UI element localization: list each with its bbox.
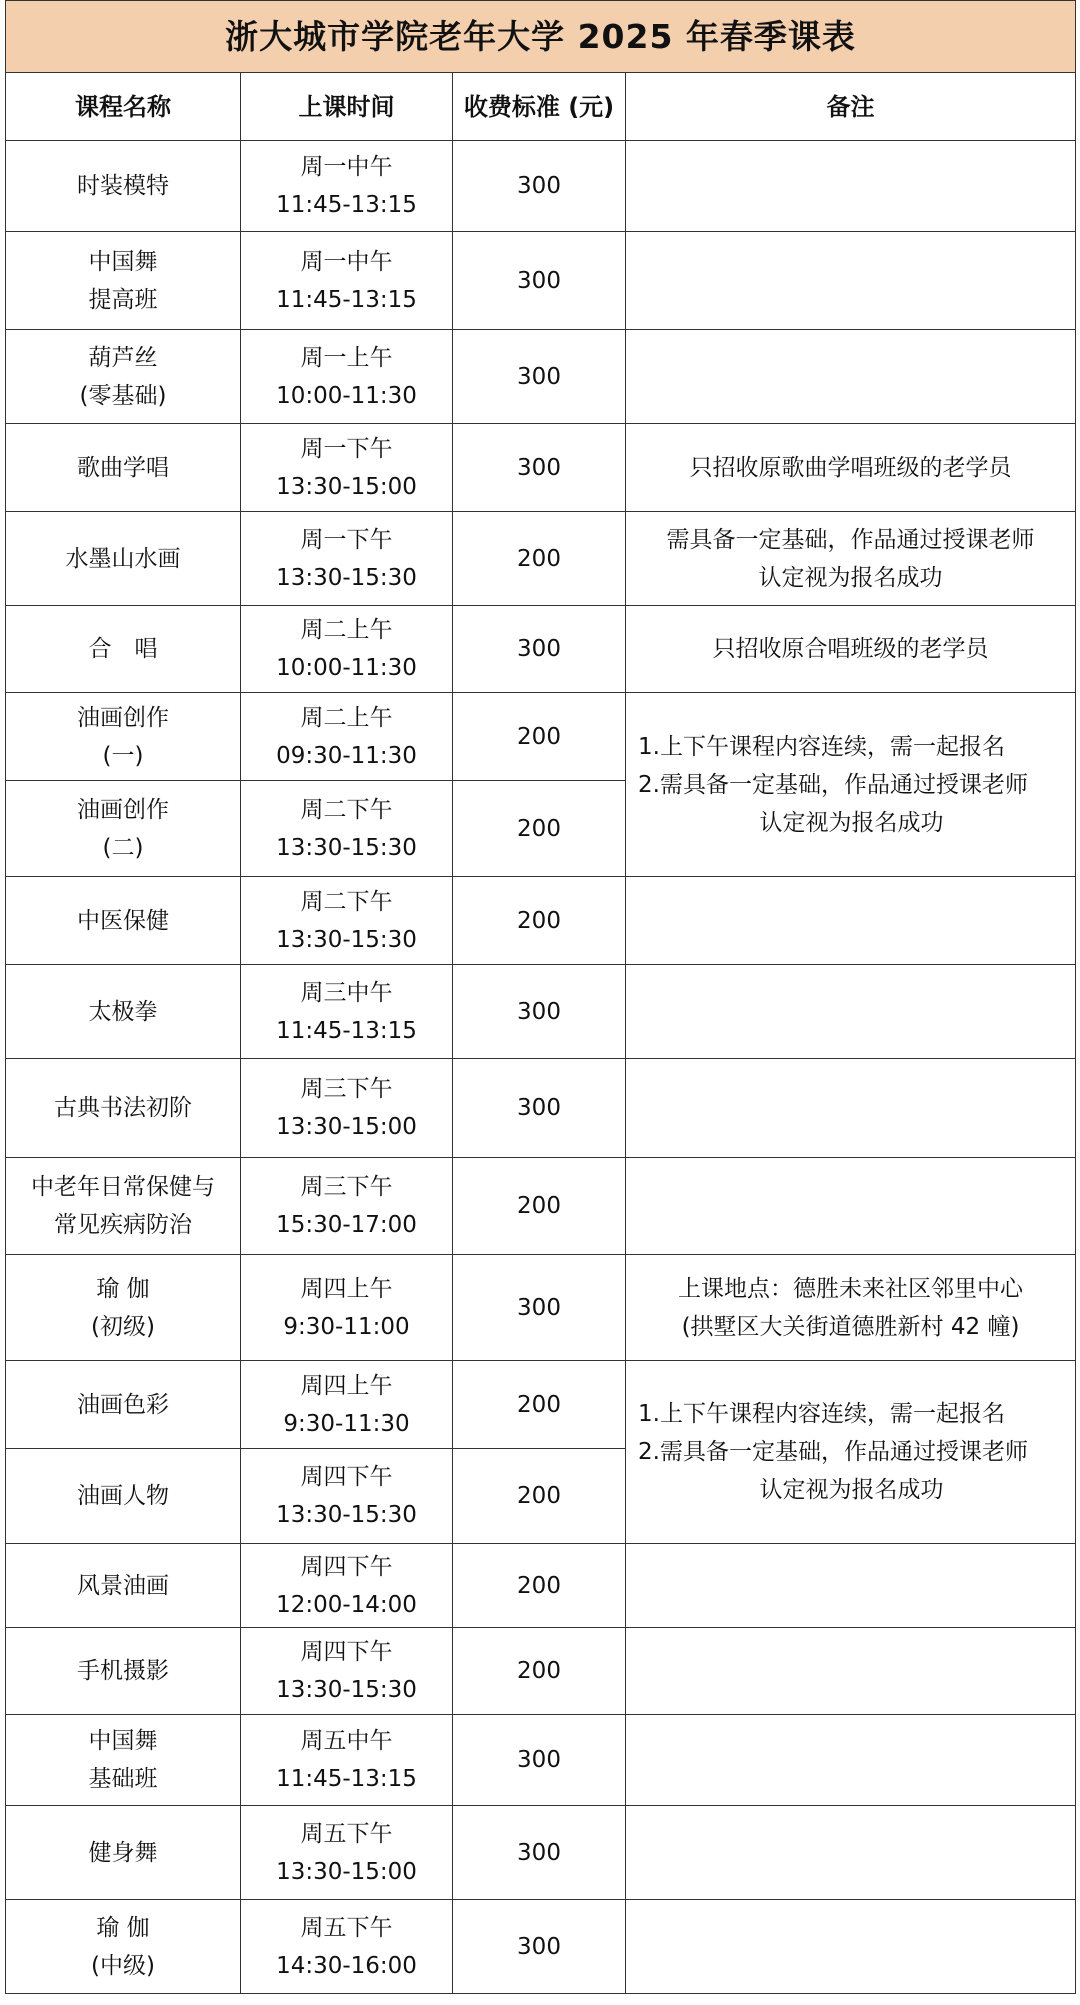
course-name-line: 瑜 伽 (96, 1275, 150, 1302)
note-cell (626, 424, 1076, 512)
table-row (6, 1158, 1076, 1255)
note-cell-empty (626, 877, 1076, 965)
class-time-cell (241, 424, 453, 512)
note-cell-empty (626, 1059, 1076, 1158)
course-name-line: 提高班 (88, 286, 158, 313)
course-name-line: 手机摄影 (77, 1658, 169, 1684)
note-cell (626, 512, 1076, 606)
fee-cell: 300 (453, 965, 626, 1059)
class-time-cell (241, 1544, 453, 1628)
class-hours: 13:30-15:30 (276, 834, 417, 861)
class-hours: 13:30-15:00 (276, 1114, 417, 1140)
class-hours: 12:00-14:00 (276, 1591, 417, 1618)
course-name-line: 水墨山水画 (65, 545, 181, 572)
course-name-cell (6, 1806, 241, 1900)
class-time-cell (241, 693, 453, 781)
class-hours: 11:45-13:15 (276, 192, 417, 218)
fee-cell: 300 (453, 1715, 626, 1806)
class-day: 周二上午 (300, 617, 393, 643)
schedule-page (5, 0, 1075, 1994)
class-hours: 9:30-11:30 (283, 1410, 410, 1437)
fee-cell: 200 (453, 693, 626, 781)
note-line: 2.需具备一定基础，作品通过授课老师 (638, 771, 1028, 798)
table-row (6, 606, 1076, 693)
course-name-line: 油画创作 (77, 796, 169, 823)
class-time-cell (241, 965, 453, 1059)
note-line: 2.需具备一定基础，作品通过授课老师 (638, 1439, 1028, 1465)
table-row (6, 512, 1076, 606)
note-cell (626, 1361, 1076, 1544)
course-name-line: 油画创作 (77, 704, 169, 731)
fee-cell: 300 (453, 1059, 626, 1158)
class-time-cell (241, 232, 453, 330)
schedule-table (5, 0, 1076, 1994)
note-line: 只招收原歌曲学唱班级的老学员 (689, 454, 1012, 481)
class-hours: 14:30-16:00 (276, 1952, 417, 1979)
note-line: 认定视为报名成功 (759, 809, 944, 836)
course-name-cell (6, 232, 241, 330)
fee-cell: 300 (453, 1900, 626, 1994)
course-name-cell (6, 781, 241, 877)
header-fee: 收费标准 (元) (453, 73, 626, 141)
class-time-cell (241, 1059, 453, 1158)
table-row (6, 1059, 1076, 1158)
class-day: 周二下午 (300, 796, 393, 823)
class-hours: 9:30-11:00 (283, 1313, 410, 1340)
course-name-line: 歌曲学唱 (77, 454, 169, 481)
table-row (6, 693, 1076, 781)
course-name-line: 合 唱 (88, 636, 158, 662)
table-row (6, 1900, 1076, 1994)
fee-cell: 200 (453, 1628, 626, 1715)
note-line: 只招收原合唱班级的老学员 (712, 636, 989, 662)
course-name-line: 风景油画 (77, 1572, 169, 1599)
fee-cell: 300 (453, 141, 626, 232)
class-hours: 13:30-15:30 (276, 926, 417, 953)
class-day: 周三中午 (300, 979, 393, 1006)
class-hours: 13:30-15:00 (276, 473, 417, 500)
fee-cell: 200 (453, 877, 626, 965)
course-name-cell (6, 693, 241, 781)
table-row (6, 1255, 1076, 1361)
course-name-line: (零基础) (79, 382, 167, 409)
fee-cell: 300 (453, 606, 626, 693)
header-course-name: 课程名称 (6, 73, 241, 141)
table-row (6, 141, 1076, 232)
class-day: 周四上午 (300, 1275, 393, 1302)
course-name-line: (中级) (91, 1952, 155, 1979)
class-day: 周五下午 (300, 1820, 393, 1847)
table-row (6, 424, 1076, 512)
class-day: 周三下午 (300, 1076, 393, 1102)
course-name-line: 中老年日常保健与 (31, 1174, 215, 1200)
course-name-line: 中国舞 (88, 248, 158, 275)
course-name-cell (6, 877, 241, 965)
table-row (6, 965, 1076, 1059)
note-line: 需具备一定基础，作品通过授课老师 (666, 526, 1035, 553)
course-name-cell (6, 141, 241, 232)
class-time-cell (241, 606, 453, 693)
note-cell-empty (626, 1628, 1076, 1715)
course-name-cell (6, 1158, 241, 1255)
header-class-time: 上课时间 (241, 73, 453, 141)
header-note: 备注 (626, 73, 1076, 141)
class-day: 周四下午 (300, 1464, 393, 1490)
class-time-cell (241, 1806, 453, 1900)
course-name-line: (一) (102, 742, 144, 769)
class-time-cell (241, 1449, 453, 1544)
course-name-line: 瑜 伽 (96, 1914, 150, 1941)
class-time-cell (241, 1628, 453, 1715)
note-line: 1.上下午课程内容连续，需一起报名 (638, 1401, 1005, 1427)
table-row (6, 1628, 1076, 1715)
fee-cell: 300 (453, 1255, 626, 1361)
note-line: 认定视为报名成功 (758, 564, 943, 591)
note-cell-empty (626, 1806, 1076, 1900)
fee-cell: 300 (453, 330, 626, 424)
class-hours: 10:00-11:30 (276, 382, 417, 409)
class-time-cell (241, 1361, 453, 1449)
note-cell-empty (626, 1715, 1076, 1806)
class-day: 周二上午 (300, 704, 393, 731)
course-name-line: 基础班 (88, 1766, 158, 1792)
note-cell (626, 693, 1076, 877)
fee-cell: 300 (453, 232, 626, 330)
class-day: 周三下午 (300, 1174, 393, 1200)
course-name-cell (6, 606, 241, 693)
note-cell-empty (626, 232, 1076, 330)
course-name-cell (6, 1255, 241, 1361)
class-hours: 13:30-15:30 (276, 1677, 417, 1703)
course-name-line: 油画人物 (77, 1483, 169, 1509)
class-day: 周一下午 (300, 526, 393, 553)
class-time-cell (241, 1900, 453, 1994)
note-line: 认定视为报名成功 (759, 1477, 944, 1503)
class-day: 周一下午 (300, 435, 393, 462)
class-day: 周四下午 (300, 1639, 393, 1665)
class-hours: 11:45-13:15 (276, 286, 417, 313)
class-day: 周四下午 (300, 1553, 393, 1580)
title-row (6, 1, 1076, 73)
course-name-cell (6, 1715, 241, 1806)
class-time-cell (241, 1715, 453, 1806)
table-row (6, 330, 1076, 424)
course-name-line: 油画色彩 (77, 1391, 169, 1418)
course-name-line: 葫芦丝 (88, 344, 158, 371)
course-name-line: (初级) (91, 1313, 155, 1340)
course-name-line: 健身舞 (88, 1839, 158, 1866)
course-name-line: (二) (102, 834, 144, 861)
class-time-cell (241, 1255, 453, 1361)
table-row (6, 1544, 1076, 1628)
note-line: 1.上下午课程内容连续，需一起报名 (638, 733, 1005, 760)
course-name-cell (6, 1361, 241, 1449)
note-cell-empty (626, 1158, 1076, 1255)
table-row (6, 877, 1076, 965)
class-hours: 13:30-15:30 (276, 564, 417, 591)
class-hours: 11:45-13:15 (276, 1017, 417, 1044)
fee-cell: 200 (453, 1361, 626, 1449)
note-cell (626, 606, 1076, 693)
course-name-cell (6, 424, 241, 512)
header-row (6, 73, 1076, 141)
class-time-cell (241, 512, 453, 606)
table-row (6, 1806, 1076, 1900)
class-time-cell (241, 330, 453, 424)
note-cell-empty (626, 330, 1076, 424)
course-name-line: 古典书法初阶 (54, 1095, 192, 1121)
fee-cell: 200 (453, 1544, 626, 1628)
note-cell (626, 1255, 1076, 1361)
course-name-line: 常见疾病防治 (54, 1212, 192, 1238)
class-day: 周一中午 (300, 154, 393, 180)
course-name-cell (6, 1449, 241, 1544)
note-line: 上课地点：德胜未来社区邻里中心 (678, 1275, 1023, 1302)
fee-cell: 200 (453, 1449, 626, 1544)
class-day: 周二下午 (300, 888, 393, 915)
table-row (6, 1715, 1076, 1806)
class-time-cell (241, 141, 453, 232)
note-cell-empty (626, 1544, 1076, 1628)
course-name-cell (6, 1059, 241, 1158)
page-title: 浙大城市学院老年大学 2025 年春季课表 (6, 1, 1076, 73)
course-name-line: 中国舞 (88, 1728, 158, 1754)
class-hours: 11:45-13:15 (276, 1766, 417, 1792)
class-day: 周五中午 (300, 1728, 393, 1754)
table-row (6, 232, 1076, 330)
note-cell-empty (626, 141, 1076, 232)
course-name-line: 太极拳 (88, 998, 158, 1025)
class-time-cell (241, 1158, 453, 1255)
class-hours: 15:30-17:00 (276, 1212, 417, 1238)
class-day: 周一中午 (300, 248, 393, 275)
class-day: 周四上午 (300, 1372, 393, 1399)
course-name-cell (6, 1900, 241, 1994)
table-row (6, 1361, 1076, 1449)
note-line: (拱墅区大关街道德胜新村 42 幢) (681, 1313, 1020, 1340)
fee-cell: 200 (453, 781, 626, 877)
course-name-line: 中医保健 (77, 907, 169, 934)
class-day: 周五下午 (300, 1914, 393, 1941)
class-time-cell (241, 781, 453, 877)
fee-cell: 200 (453, 1158, 626, 1255)
course-name-cell (6, 330, 241, 424)
course-name-line: 时装模特 (77, 173, 169, 199)
fee-cell: 300 (453, 1806, 626, 1900)
fee-cell: 300 (453, 424, 626, 512)
course-name-cell (6, 512, 241, 606)
fee-cell: 200 (453, 512, 626, 606)
course-name-cell (6, 965, 241, 1059)
note-cell-empty (626, 1900, 1076, 1994)
note-cell-empty (626, 965, 1076, 1059)
class-hours: 13:30-15:00 (276, 1858, 417, 1885)
class-hours: 10:00-11:30 (276, 655, 417, 681)
class-time-cell (241, 877, 453, 965)
course-name-cell (6, 1544, 241, 1628)
course-name-cell (6, 1628, 241, 1715)
class-day: 周一上午 (300, 344, 393, 371)
class-hours: 09:30-11:30 (276, 742, 417, 769)
class-hours: 13:30-15:30 (276, 1502, 417, 1528)
